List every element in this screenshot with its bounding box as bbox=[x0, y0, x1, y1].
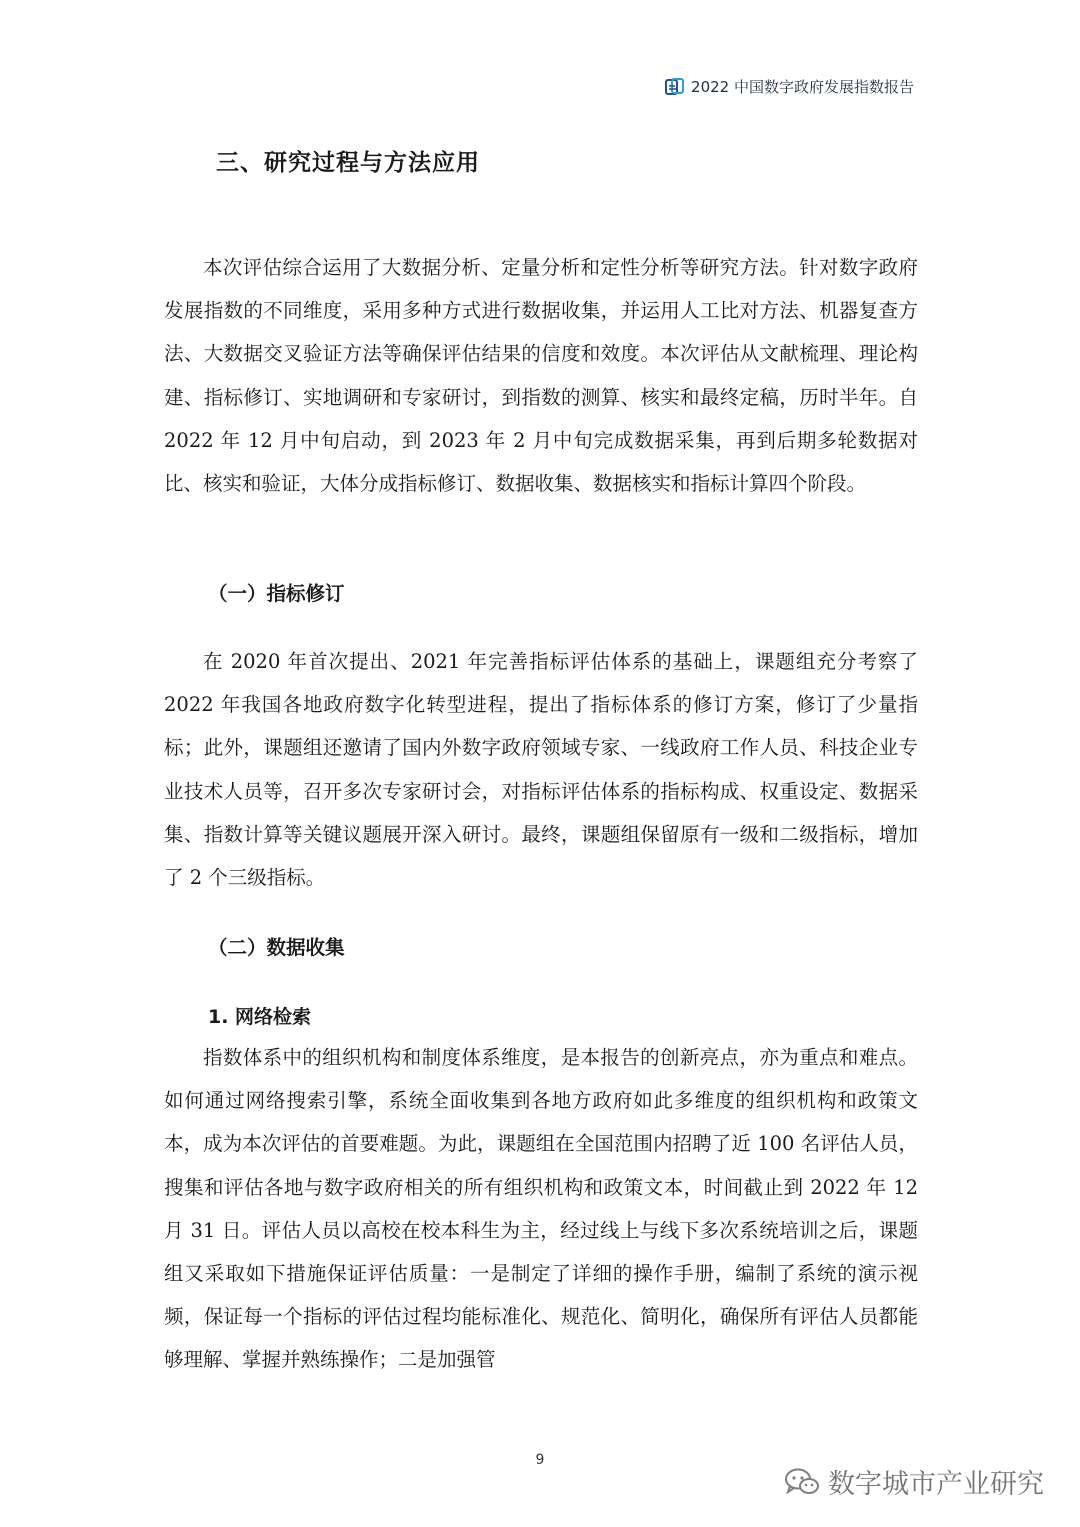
intro-paragraph: 本次评估综合运用了大数据分析、定量分析和定性分析等研究方法。针对数字政府发展指数的不同维度，采用多种方式进行数据收集，并运用人工比对方法、机器复查方法、大数据交叉验证方法等确保评估结果的信度和效度。本次评估从文献梳理、理论构建、指标修订、实地调研和专家研讨，到指数的测算、核实和最终定稿，历时半年。自 2022 年 12 月中旬启动，到 2023 年 2 月中旬完成数据采集，再到后期多轮数据对比、核实和验证，大体分成指标修订、数据收集、数据核实和指标计算四个阶段。 bbox=[164, 256, 918, 496]
indicator-revision-paragraph: 在 2020 年首次提出、2021 年完善指标评估体系的基础上，课题组充分考察了 2022 年我国各地政府数字化转型进程，提出了指标体系的修订方案，修订了少量指标；此外，课题组还邀请了国内外数字政府领域专家、一线政府工作人员、科技企业专业技术人员等，召开多次专家研讨会，对指标评估体系的指标构成、权重设定、数据采集、指数计算等关键议题展开深入研讨。最终，课题组保留原有一级和二级指标，增加了 2 个三级指标。 bbox=[164, 650, 918, 890]
header-title: 2022 中国数字政府发展指数报告 bbox=[691, 78, 914, 96]
item-title-web-search: 1. 网络检索 bbox=[208, 1006, 312, 1028]
wechat-icon bbox=[784, 1467, 820, 1497]
report-logo-icon bbox=[665, 77, 685, 97]
watermark bbox=[784, 1462, 1044, 1501]
subsection-title-data-collection: （二）数据收集 bbox=[208, 936, 345, 959]
subsection-title-indicator-revision: （一）指标修订 bbox=[208, 582, 345, 605]
section-title: 三、研究过程与方法应用 bbox=[216, 150, 480, 176]
watermark-text: 数字城市产业研究 bbox=[828, 1469, 1044, 1500]
page-header bbox=[665, 76, 914, 97]
page-number: 9 bbox=[535, 1452, 545, 1468]
web-search-paragraph: 指数体系中的组织机构和制度体系维度，是本报告的创新亮点，亦为重点和难点。如何通过网络搜索引擎，系统全面收集到各地方政府如此多维度的组织机构和政策文本，成为本次评估的首要难题。为此，课题组在全国范围内招聘了近 100 名评估人员，搜集和评估各地与数字政府相关的所有组织机构和政策文本，时间截止到 2022 年 12 月 31 日。评估人员以高校在校本科生为主，经过线上与线下多次系统培训之后，课题组又采取如下措施保证评估质量：一是制定了详细的操作手册，编制了系统的演示视频，保证每一个指标的评估过程均能标准化、规范化、简明化，确保所有评估人员都能够理解、掌握并熟练操作；二是加强管 bbox=[164, 1046, 918, 1372]
